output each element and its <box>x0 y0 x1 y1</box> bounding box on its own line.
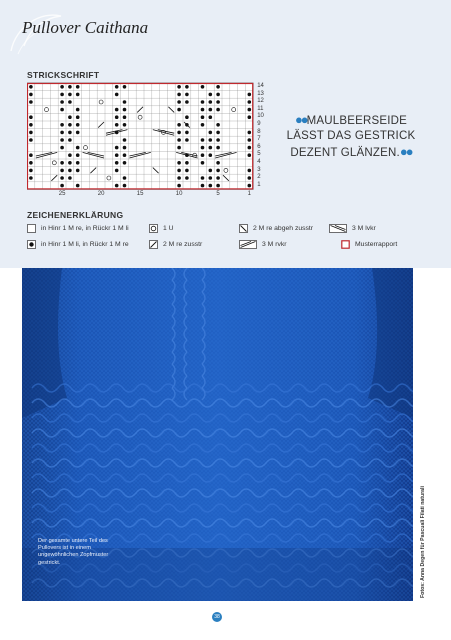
chart-purl-dot <box>201 115 205 119</box>
chart-purl-dot <box>76 93 80 97</box>
chart-purl-dot <box>216 146 220 150</box>
chart-purl-dot <box>209 93 213 97</box>
chart-purl-dot <box>115 169 119 173</box>
chart-purl-dot <box>29 138 33 142</box>
legend-item <box>27 240 129 249</box>
chart-purl-dot <box>60 85 64 89</box>
chart-row-number: 4 <box>257 159 261 165</box>
legend-item <box>27 224 129 233</box>
chart-purl-dot <box>115 93 119 97</box>
chart-purl-dot <box>216 161 220 165</box>
chart-column-number: 10 <box>175 191 183 198</box>
header-panel <box>0 0 451 268</box>
chart-purl-dot <box>76 115 80 119</box>
chart-purl-dot <box>123 176 127 180</box>
pull-quote <box>286 112 416 161</box>
chart-purl-dot <box>185 115 189 119</box>
chart-purl-dot <box>115 115 119 119</box>
chart-purl-dot <box>248 115 252 119</box>
legend-label: in Hinr 1 M li, in Rückr 1 M re <box>41 241 129 248</box>
chart-purl-dot <box>185 93 189 97</box>
page-number: 38 <box>212 612 222 622</box>
chart-row-number: 11 <box>257 105 264 112</box>
chart-purl-dot <box>209 176 213 180</box>
chart-purl-dot <box>177 169 181 173</box>
chart-purl-dot <box>29 131 33 135</box>
chart-purl-dot <box>76 108 80 112</box>
chart-purl-dot <box>68 85 72 89</box>
chart-purl-dot <box>201 184 205 188</box>
chart-purl-dot <box>76 184 80 188</box>
chart-purl-dot <box>29 100 33 104</box>
legend-label: 2 M re abgeh zusstr <box>253 225 314 232</box>
chart-purl-dot <box>216 138 220 142</box>
chart-purl-dot <box>29 93 33 97</box>
chart-purl-dot <box>60 169 64 173</box>
chart-purl-dot <box>123 153 127 157</box>
chart-purl-dot <box>60 161 64 165</box>
chart-purl-dot <box>216 93 220 97</box>
chart-heading: STRICKSCHRIFT <box>27 70 100 80</box>
chart-purl-dot <box>60 100 64 104</box>
chart-purl-dot <box>177 176 181 180</box>
chart-purl-dot <box>115 153 119 157</box>
chart-purl-dot <box>177 131 181 135</box>
chart-row-number: 10 <box>257 113 264 120</box>
chart-purl-dot <box>209 138 213 142</box>
chart-purl-dot <box>177 161 181 165</box>
chart-purl-dot <box>123 146 127 150</box>
legend-label: in Hinr 1 M re, in Rückr 1 M li <box>41 225 129 232</box>
chart-purl-dot <box>29 169 33 173</box>
chart-purl-dot <box>216 123 220 127</box>
quote-dots-icon: ●● <box>294 112 307 127</box>
chart-purl-dot <box>185 138 189 142</box>
chart-purl-dot <box>177 146 181 150</box>
chart-purl-dot <box>123 184 127 188</box>
chart-purl-dot <box>248 146 252 150</box>
chart-purl-dot <box>76 169 80 173</box>
legend-label: 2 M re zusstr <box>163 241 203 248</box>
chart-purl-dot <box>68 169 72 173</box>
chart-purl-dot <box>177 108 181 112</box>
legend <box>27 220 447 268</box>
chart-purl-dot <box>216 176 220 180</box>
chart-row-number: 3 <box>257 166 261 173</box>
chart-purl-dot <box>201 161 205 165</box>
chart-purl-dot <box>216 100 220 104</box>
sweater-photo <box>22 268 413 601</box>
chart-purl-dot <box>185 169 189 173</box>
chart-purl-dot <box>185 131 189 135</box>
chart-purl-dot <box>115 184 119 188</box>
chart-purl-dot <box>201 108 205 112</box>
chart-purl-dot <box>68 115 72 119</box>
chart-purl-dot <box>216 184 220 188</box>
chart-row-number: 8 <box>257 128 261 135</box>
chart-purl-dot <box>29 161 33 165</box>
chart-purl-dot <box>248 93 252 97</box>
chart-purl-dot <box>115 123 119 127</box>
legend-item <box>239 224 313 233</box>
legend-label: 3 M lvkr <box>352 225 376 232</box>
red-square-icon <box>341 240 350 249</box>
chart-purl-dot <box>209 153 213 157</box>
chart-purl-dot <box>209 115 213 119</box>
chart-purl-dot <box>123 115 127 119</box>
chart-purl-dot <box>185 161 189 165</box>
chart-column-number: 20 <box>97 191 105 198</box>
chart-column-number: 1 <box>247 191 251 198</box>
chart-purl-dot <box>29 115 33 119</box>
chart-purl-dot <box>60 146 64 150</box>
chart-purl-dot <box>123 123 127 127</box>
chart-purl-dot <box>123 100 127 104</box>
chart-purl-dot <box>29 123 33 127</box>
chart-purl-dot <box>209 131 213 135</box>
legend-item <box>149 240 202 249</box>
chart-purl-dot <box>185 100 189 104</box>
photo-caption: Der gesamte untere Teil des Pullovers ist in einem ungewöhnlichen Zopfmuster gestrickt. <box>38 538 109 566</box>
chart-purl-dot <box>248 169 252 173</box>
chart-purl-dot <box>185 176 189 180</box>
chart-purl-dot <box>76 146 80 150</box>
chart-purl-dot <box>76 123 80 127</box>
quote-dots-icon: ●● <box>399 144 412 159</box>
chart-purl-dot <box>68 131 72 135</box>
chart-row-number: 14 <box>257 83 264 89</box>
chart-purl-dot <box>248 131 252 135</box>
chart-purl-dot <box>60 123 64 127</box>
chart-column-number: 5 <box>216 191 220 198</box>
chart-purl-dot <box>248 184 252 188</box>
chart-purl-dot <box>76 131 80 135</box>
chart-purl-dot <box>216 108 220 112</box>
chart-purl-dot <box>201 138 205 142</box>
legend-item <box>329 224 376 233</box>
chart-purl-dot <box>177 184 181 188</box>
chart-purl-dot <box>248 153 252 157</box>
chart-purl-dot <box>68 138 72 142</box>
chart-purl-dot <box>201 153 205 157</box>
chart-purl-dot <box>115 108 119 112</box>
chart-purl-dot <box>76 85 80 89</box>
empty-square-icon <box>27 224 36 233</box>
chart-purl-dot <box>177 123 181 127</box>
cable-right-icon <box>239 240 257 249</box>
legend-label: Musterrapport <box>355 241 398 248</box>
chart-purl-dot <box>123 138 127 142</box>
chart-purl-dot <box>68 123 72 127</box>
chart-purl-dot <box>29 153 33 157</box>
chart-purl-dot <box>185 85 189 89</box>
chart-purl-dot <box>177 138 181 142</box>
legend-label: 3 M rvkr <box>262 241 287 248</box>
chart-column-number: 25 <box>58 191 66 198</box>
chart-purl-dot <box>60 184 64 188</box>
chart-row-number: 9 <box>257 121 261 127</box>
legend-item <box>341 240 397 249</box>
legend-heading: ZEICHENERKLÄRUNG <box>27 210 124 220</box>
chart-purl-dot <box>68 176 72 180</box>
chart-purl-dot <box>216 169 220 173</box>
chart-purl-dot <box>177 93 181 97</box>
chart-row-number: 1 <box>257 181 261 188</box>
chart-purl-dot <box>209 184 213 188</box>
chart-purl-dot <box>60 108 64 112</box>
chart-purl-dot <box>68 161 72 165</box>
slash-square-icon <box>149 240 158 249</box>
chart-row-number: 5 <box>257 151 261 158</box>
chart-purl-dot <box>60 131 64 135</box>
chart-purl-dot <box>177 100 181 104</box>
chart-purl-dot <box>76 153 80 157</box>
chart-row-number: 6 <box>257 143 261 150</box>
chart-purl-dot <box>29 176 33 180</box>
chart-purl-dot <box>115 146 119 150</box>
photo-credit: Fotos: Anna Degen für Pascuali Filati naturali <box>420 486 426 598</box>
chart-purl-dot <box>123 161 127 165</box>
chart-purl-dot <box>216 85 220 89</box>
chart-purl-dot <box>29 85 33 89</box>
chart-row-number: 13 <box>257 90 264 97</box>
chart-column-number: 15 <box>136 191 144 198</box>
chart-purl-dot <box>209 108 213 112</box>
chart-row-number: 2 <box>257 174 261 181</box>
chart-purl-dot <box>68 93 72 97</box>
chart-purl-dot <box>68 100 72 104</box>
legend-item <box>149 224 174 233</box>
dot-square-icon <box>27 240 36 249</box>
legend-label: 1 U <box>163 225 174 232</box>
chart-purl-dot <box>216 131 220 135</box>
chart-purl-dot <box>201 123 205 127</box>
legend-item <box>239 240 287 249</box>
chart-grid <box>27 82 267 204</box>
chart-purl-dot <box>201 146 205 150</box>
chart-purl-dot <box>248 100 252 104</box>
quote-text: MAULBEERSEIDE LÄSST DAS GESTRICK DEZENT GLÄNZEN. <box>286 115 416 159</box>
chart-purl-dot <box>60 138 64 142</box>
chart-purl-dot <box>248 108 252 112</box>
chart-purl-dot <box>115 85 119 89</box>
backslash-square-icon <box>239 224 248 233</box>
circle-square-icon <box>149 224 158 233</box>
chart-purl-dot <box>209 146 213 150</box>
cable-left-icon <box>329 224 347 233</box>
chart-purl-dot <box>248 176 252 180</box>
chart-purl-dot <box>115 161 119 165</box>
chart-purl-dot <box>177 85 181 89</box>
chart-purl-dot <box>76 161 80 165</box>
chart-purl-dot <box>68 153 72 157</box>
chart-purl-dot <box>209 100 213 104</box>
chart-row-number: 12 <box>257 98 264 105</box>
chart-purl-dot <box>201 100 205 104</box>
chart-purl-dot <box>123 108 127 112</box>
chart-purl-dot <box>123 85 127 89</box>
chart-purl-dot <box>201 176 205 180</box>
chart-purl-dot <box>248 138 252 142</box>
chart-row-number: 7 <box>257 136 261 143</box>
chart-purl-dot <box>201 85 205 89</box>
chart-purl-dot <box>60 176 64 180</box>
chart-purl-dot <box>209 169 213 173</box>
page-title: Pullover Caithana <box>22 18 149 37</box>
knitting-chart <box>27 82 267 204</box>
chart-purl-dot <box>60 93 64 97</box>
